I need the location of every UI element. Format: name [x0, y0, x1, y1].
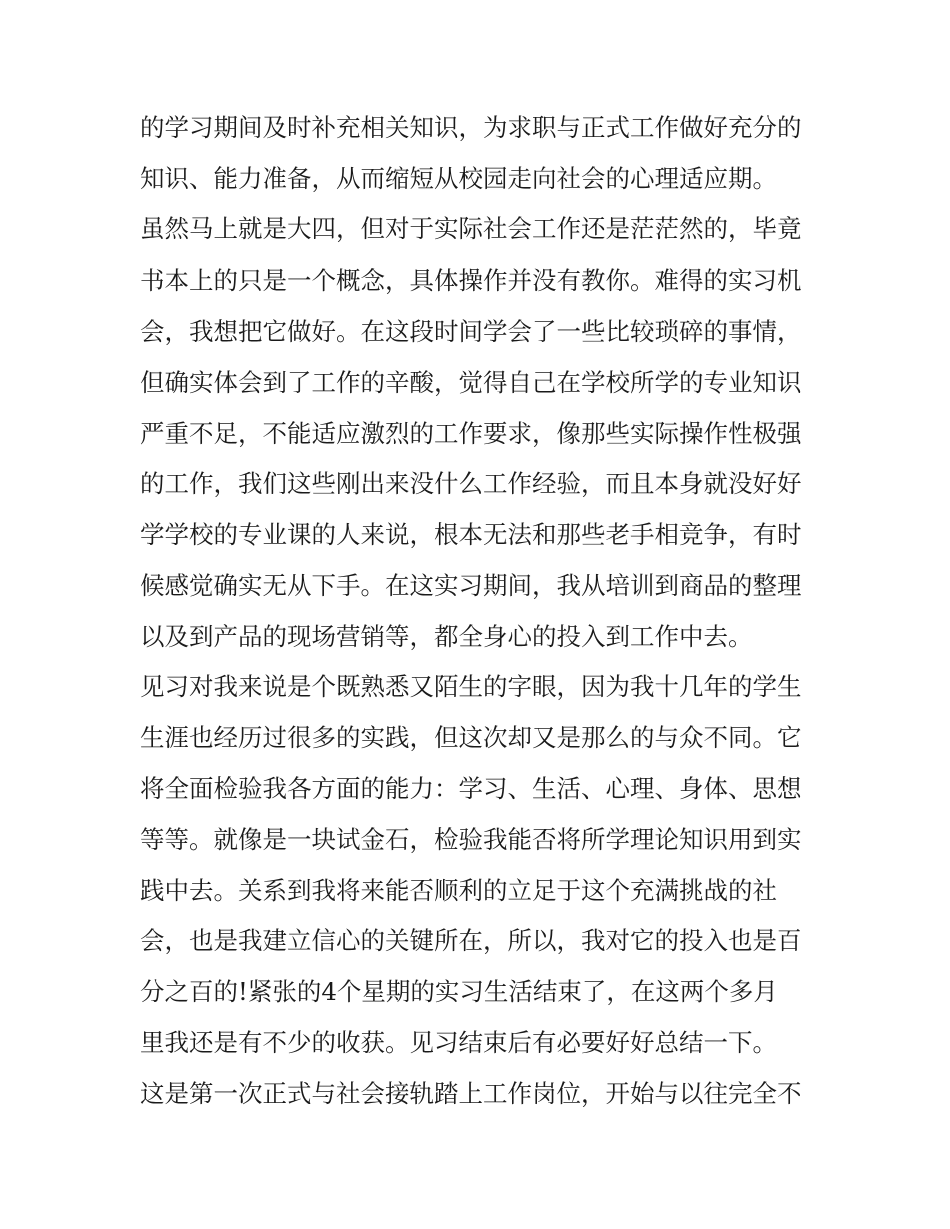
text-line: 见习对我来说是个既熟悉又陌生的字眼，因为我十几年的学生: [140, 672, 802, 701]
text-line: 虽然马上就是大四，但对于实际社会工作还是茫茫然的，毕竟: [140, 214, 802, 243]
text-line: 将全面检验我各方面的能力：学习、生活、心理、身体、思想: [140, 774, 802, 803]
text-line: 里我还是有不少的收获。见习结束后有必要好好总结一下。: [140, 1028, 777, 1057]
text-line: 分之百的!紧张的4个星期的实习生活结束了，在这两个多月: [140, 977, 778, 1006]
text-line: 等等。就像是一块试金石，检验我能否将所学理论知识用到实: [140, 825, 802, 854]
text-line: 生涯也经历过很多的实践，但这次却又是那么的与众不同。它: [140, 723, 802, 752]
text-line: 学学校的专业课的人来说，根本无法和那些老手相竞争，有时: [140, 520, 802, 549]
text-line: 会，我想把它做好。在这段时间学会了一些比较琐碎的事情，: [140, 317, 802, 346]
text-line: 的学习期间及时补充相关知识，为求职与正式工作做好充分的: [140, 113, 802, 142]
text-line: 但确实体会到了工作的辛酸，觉得自己在学校所学的专业知识: [140, 368, 802, 397]
text-line: 知识、能力准备，从而缩短从校园走向社会的心理适应期。: [140, 164, 777, 193]
text-line: 以及到产品的现场营销等，都全身心的投入到工作中去。: [140, 622, 753, 651]
text-line: 会，也是我建立信心的关键所在，所以，我对它的投入也是百: [140, 926, 802, 955]
text-line: 书本上的只是一个概念，具体操作并没有教你。难得的实习机: [140, 266, 802, 295]
text-line: 候感觉确实无从下手。在这实习期间，我从培训到商品的整理: [140, 571, 802, 600]
text-line: 这是第一次正式与社会接轨踏上工作岗位，开始与以往完全不: [140, 1079, 802, 1108]
text-line: 的工作，我们这些刚出来没什么工作经验，而且本身就没好好: [140, 469, 802, 498]
text-line: 践中去。关系到我将来能否顺利的立足于这个充满挑战的社: [140, 876, 777, 905]
text-line: 严重不足，不能适应激烈的工作要求，像那些实际操作性极强: [140, 419, 802, 448]
